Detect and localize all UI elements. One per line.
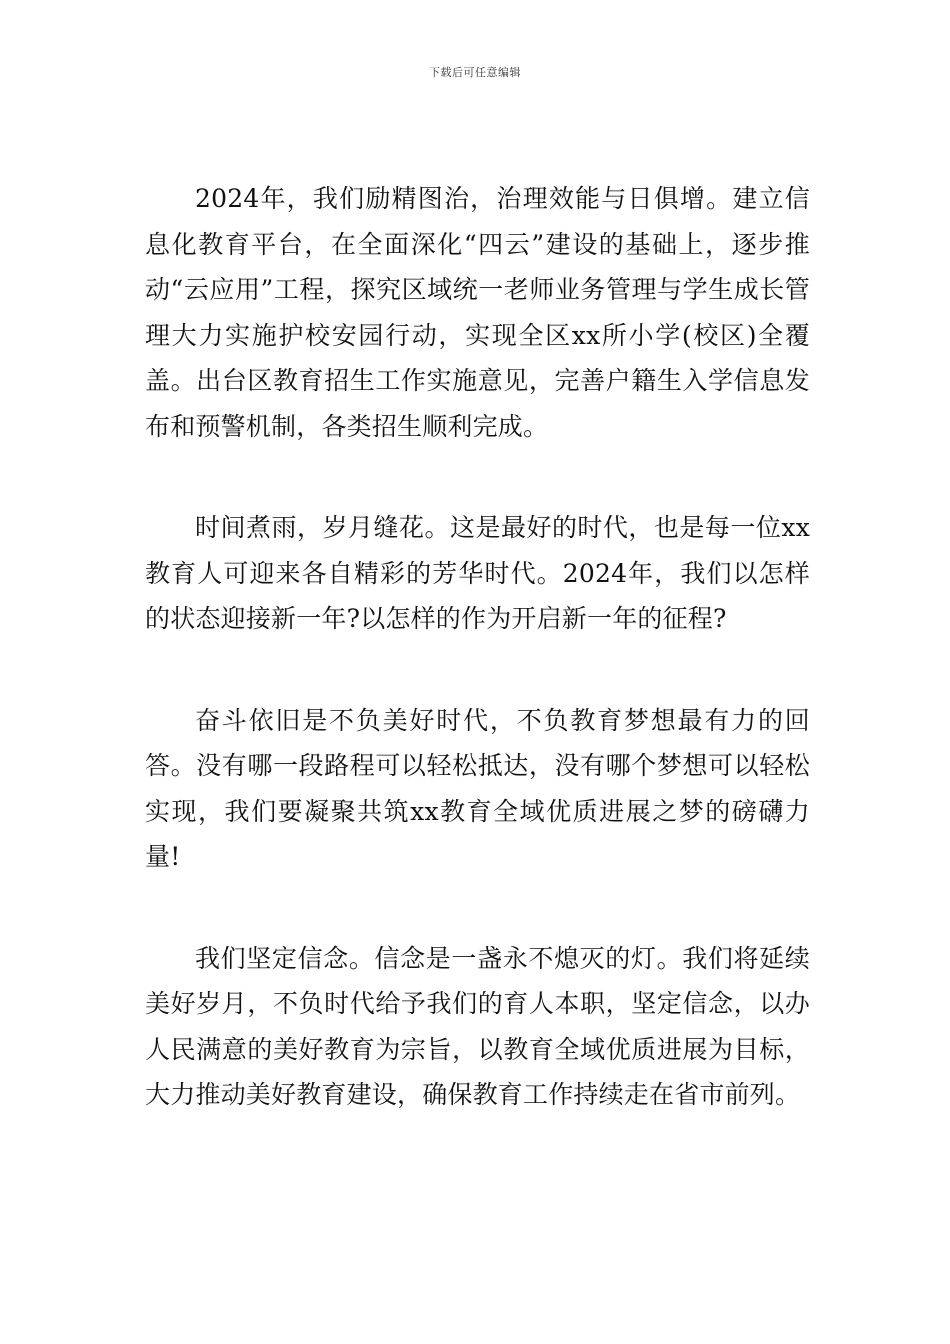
paragraph: 时间煮雨，岁月缝花。这是最好的时代，也是每一位xx教育人可迎来各自精彩的芳华时代。2024年，我们以怎样的状态迎接新一年?以怎样的作为开启新一年的征程? — [145, 513, 810, 633]
paragraph: 2024年，我们励精图治，治理效能与日俱增。建立信息化教育平台，在全面深化“四云”建设的基础上，逐步推动“云应用”工程，探究区域统一老师业务管理与学生成长管理大力实施护校安园行动，实现全区xx所小学(校区)全覆盖。出台区教育招生工作实施意见，完善户籍生入学信息发布和预警机制，各类招生顺利完成。 — [145, 184, 810, 441]
document-body — [145, 176, 810, 1174]
paragraph: 奋斗依旧是不负美好时代，不负教育梦想最有力的回答。没有哪一段路程可以轻松抵达，没有哪个梦想可以轻松实现，我们要凝聚共筑xx教育全域优质进展之梦的磅礴力量! — [145, 705, 810, 871]
paragraph: 我们坚定信念。信念是一盏永不熄灭的灯。我们将延续美好岁月，不负时代给予我们的育人本职，坚定信念，以办人民满意的美好教育为宗旨，以教育全域优质进展为目标，大力推动美好教育建设，确保教育工作持续走在省市前列。 — [145, 943, 810, 1109]
page-header: 下载后可任意编辑 — [429, 66, 521, 79]
